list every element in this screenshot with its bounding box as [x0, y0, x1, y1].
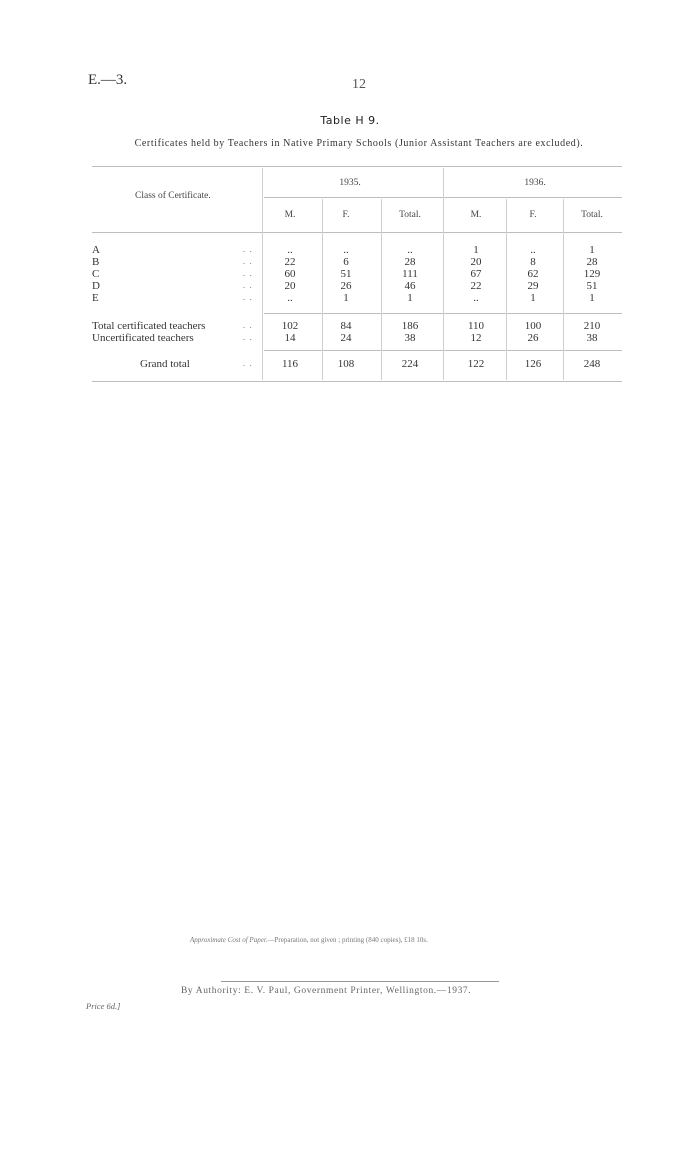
leader-dots: . . [243, 332, 253, 342]
table-cell: 51 [586, 280, 598, 292]
table-top-rule [92, 166, 622, 167]
leader-dots: . . [243, 244, 253, 254]
table-cell: 22 [470, 280, 482, 292]
table-cell: 84 [340, 320, 352, 332]
row-certificated-label: Total certificated teachers [92, 320, 206, 332]
table-cell: 62 [527, 268, 539, 280]
table-cell: 20 [470, 256, 482, 268]
table-cell: .. [343, 244, 349, 256]
table-cell: 60 [284, 268, 296, 280]
table-cell: 8 [530, 256, 536, 268]
leader-dots: . . [243, 280, 253, 290]
table-cell: 22 [284, 256, 296, 268]
leader-dots: . . [243, 320, 253, 330]
header-bottom-rule [92, 232, 622, 233]
cost-detail: —Preparation, not given ; printing (840 copies), £18 10s. [267, 936, 428, 944]
table-cell: 1 [407, 292, 413, 304]
table-cell: .. [530, 244, 536, 256]
table-cell: 28 [586, 256, 598, 268]
year-header-1936: 1936. [524, 178, 546, 188]
table-cell: 26 [527, 332, 539, 344]
column-rule [563, 199, 564, 380]
table-cell: 1 [589, 292, 595, 304]
table-cell: 129 [583, 268, 601, 280]
table-cell: .. [287, 244, 293, 256]
table-cell: 46 [404, 280, 416, 292]
leader-dots: . . [243, 256, 253, 266]
authority-rule [221, 981, 499, 982]
table-caption: Certificates held by Teachers in Native Primary Schools (Junior Assistant Teachers are excluded). [134, 138, 584, 149]
table-cell: 1 [473, 244, 479, 256]
year-header-1935: 1935. [339, 178, 361, 188]
table-cell: 126 [524, 358, 542, 370]
table-cell: 24 [340, 332, 352, 344]
document-reference: E.—3. [88, 72, 128, 88]
leader-dots: . . [243, 268, 253, 278]
table-cell: 111 [402, 268, 418, 280]
row-label: E [92, 292, 99, 304]
table-cell: 38 [586, 332, 598, 344]
table-cell: 224 [401, 358, 419, 370]
table-cell: .. [407, 244, 413, 256]
table-cell: 1 [343, 292, 349, 304]
column-header: M. [470, 210, 482, 220]
table-cell: 108 [337, 358, 355, 370]
table-cell: 20 [284, 280, 296, 292]
label-column-rule [262, 168, 263, 380]
table-cell: 38 [404, 332, 416, 344]
page-number: 12 [352, 77, 366, 92]
leader-dots: . . [243, 358, 253, 368]
table-cell: 1 [530, 292, 536, 304]
column-rule [506, 199, 507, 380]
table-cell: 100 [524, 320, 542, 332]
table-bottom-rule [92, 381, 622, 382]
table-cell: 67 [470, 268, 482, 280]
row-grand-total-label: Grand total [140, 358, 190, 370]
table-cell: 122 [467, 358, 485, 370]
column-rule [381, 199, 382, 380]
table-cell: 110 [467, 320, 485, 332]
column-header: F. [529, 210, 537, 220]
row-label: C [92, 268, 100, 280]
table-cell: 116 [281, 358, 299, 370]
table-cell: .. [287, 292, 293, 304]
table-cell: 1 [589, 244, 595, 256]
column-header: Total. [399, 210, 421, 220]
cost-note [190, 936, 428, 944]
table-cell: 26 [340, 280, 352, 292]
table-cell: .. [473, 292, 479, 304]
row-uncertificated-label: Uncertificated teachers [92, 332, 194, 344]
printer-authority: By Authority: E. V. Paul, Government Printer, Wellington.—1937. [181, 986, 472, 996]
column-header: F. [342, 210, 350, 220]
table-cell: 28 [404, 256, 416, 268]
cost-label: Approximate Cost of Paper. [190, 936, 268, 944]
column-header: M. [284, 210, 296, 220]
price-note: Price 6d.] [86, 1001, 121, 1011]
class-header: Class of Certificate. [135, 191, 211, 201]
leader-dots: . . [243, 292, 253, 302]
table-cell: 14 [284, 332, 296, 344]
table-cell: 51 [340, 268, 352, 280]
row-label: B [92, 256, 100, 268]
table-cell: 248 [583, 358, 601, 370]
table-cell: 29 [527, 280, 539, 292]
row-label: A [92, 244, 100, 256]
column-header: Total. [581, 210, 603, 220]
table-cell: 102 [281, 320, 299, 332]
year-divider-rule [443, 168, 444, 380]
table-cell: 186 [401, 320, 419, 332]
row-label: D [92, 280, 100, 292]
table-cell: 6 [343, 256, 349, 268]
table-cell: 12 [470, 332, 482, 344]
table-title: Table H 9. [320, 114, 380, 127]
table-cell: 210 [583, 320, 601, 332]
